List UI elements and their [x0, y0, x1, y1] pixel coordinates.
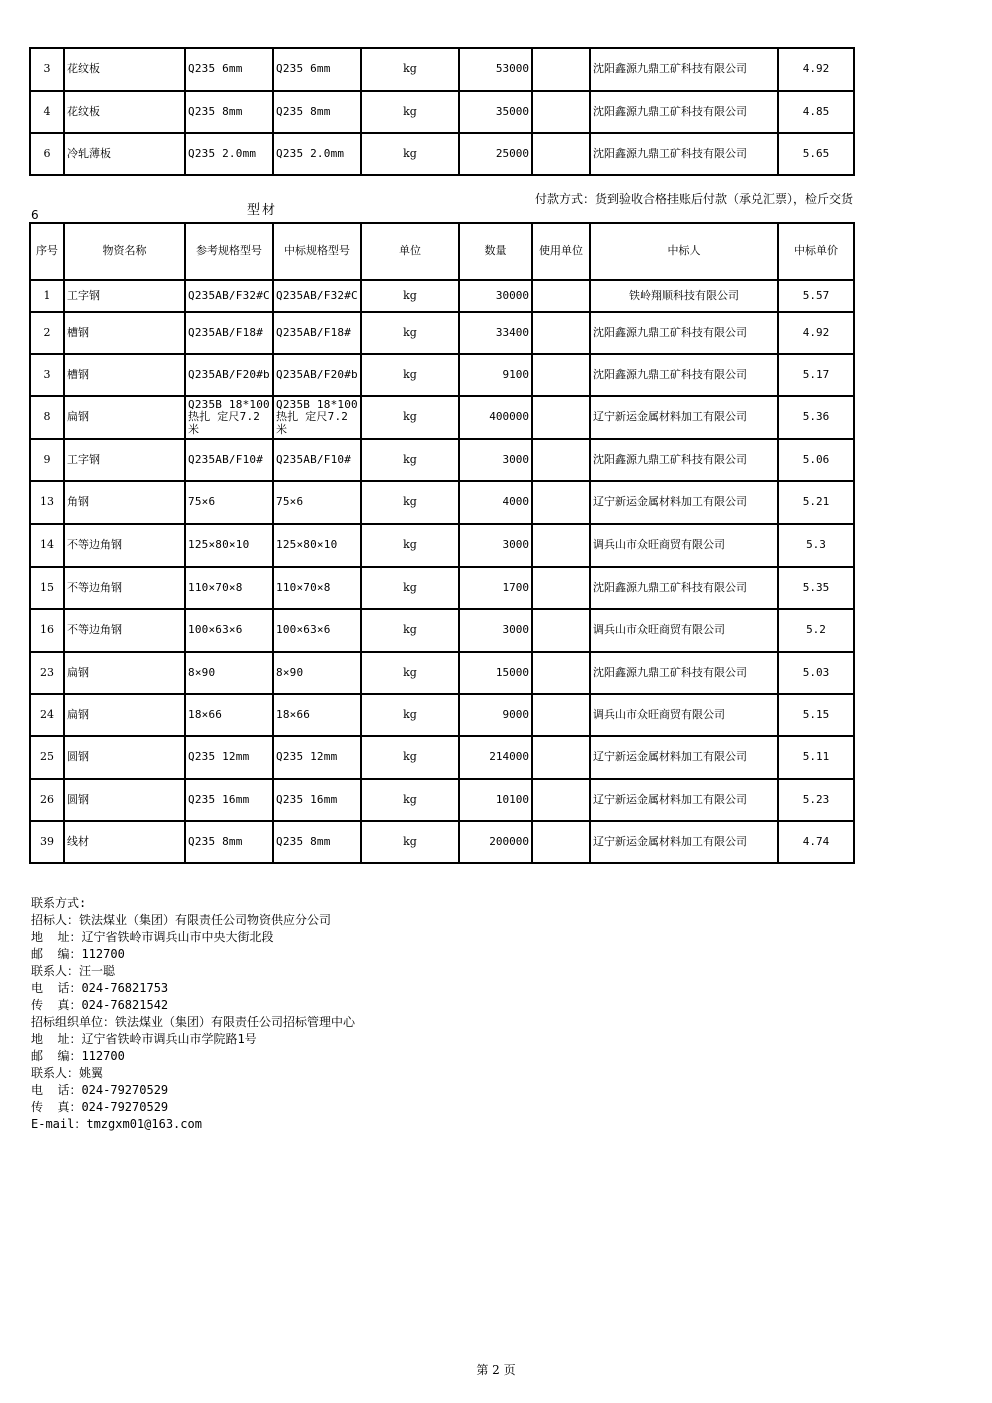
contact-line: 联系人：姚翼 — [31, 1066, 104, 1080]
cell-price: 5.06 — [778, 439, 854, 481]
table-row — [30, 91, 854, 133]
cell-winner: 辽宁新运金属材料加工有限公司 — [590, 821, 778, 863]
table-row — [30, 396, 854, 439]
cell-price: 5.17 — [778, 354, 854, 396]
cell-name: 圆钢 — [64, 779, 185, 821]
cell-win-spec: Q235AB/F20#b — [273, 354, 361, 396]
cell-no: 24 — [30, 694, 64, 736]
top-material-table — [29, 47, 855, 176]
contact-line: 邮 编：112700 — [31, 1049, 125, 1063]
table-row — [30, 524, 854, 567]
cell-name: 不等边角钢 — [64, 567, 185, 609]
cell-unit: kg — [361, 694, 459, 736]
cell-winner: 调兵山市众旺商贸有限公司 — [590, 609, 778, 652]
cell-winner: 沈阳鑫源九鼎工矿科技有限公司 — [590, 354, 778, 396]
cell-unit: kg — [361, 133, 459, 175]
profile-steel-table — [29, 222, 855, 864]
cell-ref-spec: Q235 16mm — [185, 779, 273, 821]
cell-unit: kg — [361, 91, 459, 133]
cell-name: 槽钢 — [64, 312, 185, 354]
cell-name: 线材 — [64, 821, 185, 863]
cell-no: 3 — [30, 354, 64, 396]
cell-win-spec: 8×90 — [273, 652, 361, 694]
cell-name: 角钢 — [64, 481, 185, 524]
cell-qty: 9000 — [459, 694, 532, 736]
cell-qty: 1700 — [459, 567, 532, 609]
cell-qty: 25000 — [459, 133, 532, 175]
cell-no: 23 — [30, 652, 64, 694]
cell-no: 2 — [30, 312, 64, 354]
header-user: 使用单位 — [532, 223, 590, 280]
cell-user — [532, 481, 590, 524]
cell-win-spec: Q235 6mm — [273, 48, 361, 91]
cell-winner: 辽宁新运金属材料加工有限公司 — [590, 736, 778, 779]
cell-unit: kg — [361, 354, 459, 396]
header-ref-spec: 参考规格型号 — [185, 223, 273, 280]
cell-ref-spec: 110×70×8 — [185, 567, 273, 609]
contact-line: E-mail：tmzgxm01@163.com — [31, 1117, 202, 1131]
table-header-row — [30, 223, 854, 280]
cell-no: 15 — [30, 567, 64, 609]
cell-qty: 15000 — [459, 652, 532, 694]
cell-winner: 沈阳鑫源九鼎工矿科技有限公司 — [590, 48, 778, 91]
cell-winner: 沈阳鑫源九鼎工矿科技有限公司 — [590, 652, 778, 694]
cell-no: 16 — [30, 609, 64, 652]
header-qty: 数量 — [459, 223, 532, 280]
cell-ref-spec: 8×90 — [185, 652, 273, 694]
cell-win-spec: Q235 2.0mm — [273, 133, 361, 175]
cell-ref-spec: Q235 12mm — [185, 736, 273, 779]
cell-user — [532, 354, 590, 396]
cell-qty: 400000 — [459, 396, 532, 439]
cell-qty: 3000 — [459, 524, 532, 567]
cell-unit: kg — [361, 280, 459, 312]
table-row — [30, 133, 854, 175]
cell-winner: 辽宁新运金属材料加工有限公司 — [590, 779, 778, 821]
cell-qty: 9100 — [459, 354, 532, 396]
table-row — [30, 48, 854, 91]
cell-no: 26 — [30, 779, 64, 821]
cell-name: 扁钢 — [64, 652, 185, 694]
cell-user — [532, 524, 590, 567]
cell-unit: kg — [361, 567, 459, 609]
cell-win-spec: 18×66 — [273, 694, 361, 736]
cell-unit: kg — [361, 481, 459, 524]
cell-price: 4.74 — [778, 821, 854, 863]
cell-no: 3 — [30, 48, 64, 91]
cell-no: 8 — [30, 396, 64, 439]
cell-win-spec: 110×70×8 — [273, 567, 361, 609]
cell-no: 6 — [30, 133, 64, 175]
cell-name: 不等边角钢 — [64, 609, 185, 652]
cell-unit: kg — [361, 48, 459, 91]
cell-name: 扁钢 — [64, 396, 185, 439]
cell-ref-spec: 18×66 — [185, 694, 273, 736]
contact-line: 电 话：024-79270529 — [31, 1083, 169, 1097]
header-no: 序号 — [30, 223, 64, 280]
cell-price: 5.35 — [778, 567, 854, 609]
cell-user — [532, 91, 590, 133]
cell-ref-spec: Q235B 18*100 热扎 定尺7.2米 — [185, 396, 273, 439]
contact-line: 地 址：辽宁省铁岭市调兵山市中央大街北段 — [31, 930, 274, 944]
cell-user — [532, 652, 590, 694]
table-row — [30, 481, 854, 524]
cell-user — [532, 396, 590, 439]
cell-user — [532, 312, 590, 354]
cell-user — [532, 439, 590, 481]
cell-win-spec: Q235 8mm — [273, 91, 361, 133]
contact-line: 联系人：汪一聪 — [31, 964, 116, 978]
cell-user — [532, 821, 590, 863]
cell-price: 5.2 — [778, 609, 854, 652]
table-row — [30, 736, 854, 779]
cell-no: 25 — [30, 736, 64, 779]
cell-name: 花纹板 — [64, 91, 185, 133]
cell-ref-spec: 75×6 — [185, 481, 273, 524]
contact-line: 招标组织单位：铁法煤业（集团）有限责任公司招标管理中心 — [31, 1015, 356, 1029]
cell-user — [532, 280, 590, 312]
cell-winner: 沈阳鑫源九鼎工矿科技有限公司 — [590, 133, 778, 175]
cell-winner: 沈阳鑫源九鼎工矿科技有限公司 — [590, 567, 778, 609]
cell-unit: kg — [361, 439, 459, 481]
cell-unit: kg — [361, 779, 459, 821]
cell-ref-spec: 100×63×6 — [185, 609, 273, 652]
cell-qty: 53000 — [459, 48, 532, 91]
section-title: 型材 — [247, 203, 278, 218]
table-row — [30, 821, 854, 863]
cell-price: 5.23 — [778, 779, 854, 821]
cell-winner: 调兵山市众旺商贸有限公司 — [590, 524, 778, 567]
header-unit: 单位 — [361, 223, 459, 280]
cell-winner: 沈阳鑫源九鼎工矿科技有限公司 — [590, 91, 778, 133]
payment-note: 付款方式：货到验收合格挂账后付款（承兑汇票），检斤交货 — [535, 192, 854, 206]
cell-ref-spec: Q235 6mm — [185, 48, 273, 91]
table-row — [30, 609, 854, 652]
cell-no: 9 — [30, 439, 64, 481]
cell-ref-spec: Q235AB/F32#C — [185, 280, 273, 312]
cell-unit: kg — [361, 821, 459, 863]
table-row — [30, 779, 854, 821]
cell-price: 5.36 — [778, 396, 854, 439]
cell-price: 5.21 — [778, 481, 854, 524]
cell-winner: 辽宁新运金属材料加工有限公司 — [590, 481, 778, 524]
cell-user — [532, 567, 590, 609]
table-row — [30, 694, 854, 736]
cell-name: 冷轧薄板 — [64, 133, 185, 175]
cell-winner: 调兵山市众旺商贸有限公司 — [590, 694, 778, 736]
cell-win-spec: Q235 12mm — [273, 736, 361, 779]
cell-price: 4.85 — [778, 91, 854, 133]
contact-line: 招标人：铁法煤业（集团）有限责任公司物资供应分公司 — [31, 913, 332, 927]
cell-no: 13 — [30, 481, 64, 524]
cell-qty: 35000 — [459, 91, 532, 133]
cell-unit: kg — [361, 652, 459, 694]
cell-ref-spec: Q235AB/F18# — [185, 312, 273, 354]
cell-winner: 沈阳鑫源九鼎工矿科技有限公司 — [590, 439, 778, 481]
cell-price: 5.57 — [778, 280, 854, 312]
cell-user — [532, 694, 590, 736]
cell-price: 4.92 — [778, 48, 854, 91]
cell-ref-spec: Q235 8mm — [185, 821, 273, 863]
cell-win-spec: 75×6 — [273, 481, 361, 524]
cell-winner: 沈阳鑫源九鼎工矿科技有限公司 — [590, 312, 778, 354]
section-number: 6 — [31, 208, 39, 222]
cell-user — [532, 133, 590, 175]
table-row — [30, 567, 854, 609]
cell-no: 14 — [30, 524, 64, 567]
cell-ref-spec: Q235 2.0mm — [185, 133, 273, 175]
contact-line: 地 址：辽宁省铁岭市调兵山市学院路1号 — [31, 1032, 257, 1046]
cell-qty: 33400 — [459, 312, 532, 354]
cell-unit: kg — [361, 736, 459, 779]
contact-line: 电 话：024-76821753 — [31, 981, 169, 995]
cell-user — [532, 779, 590, 821]
cell-win-spec: Q235AB/F32#C — [273, 280, 361, 312]
cell-price: 5.11 — [778, 736, 854, 779]
cell-win-spec: Q235 8mm — [273, 821, 361, 863]
cell-qty: 10100 — [459, 779, 532, 821]
header-win-spec: 中标规格型号 — [273, 223, 361, 280]
table-row — [30, 652, 854, 694]
cell-name: 花纹板 — [64, 48, 185, 91]
cell-user — [532, 736, 590, 779]
cell-win-spec: Q235AB/F10# — [273, 439, 361, 481]
cell-win-spec: Q235AB/F18# — [273, 312, 361, 354]
cell-name: 槽钢 — [64, 354, 185, 396]
cell-ref-spec: 125×80×10 — [185, 524, 273, 567]
cell-win-spec: 125×80×10 — [273, 524, 361, 567]
cell-qty: 200000 — [459, 821, 532, 863]
table-row — [30, 354, 854, 396]
header-price: 中标单价 — [778, 223, 854, 280]
cell-unit: kg — [361, 609, 459, 652]
table-row — [30, 312, 854, 354]
cell-name: 工字钢 — [64, 439, 185, 481]
cell-price: 5.3 — [778, 524, 854, 567]
header-name: 物资名称 — [64, 223, 185, 280]
cell-name: 不等边角钢 — [64, 524, 185, 567]
cell-qty: 3000 — [459, 609, 532, 652]
cell-price: 5.15 — [778, 694, 854, 736]
cell-qty: 214000 — [459, 736, 532, 779]
contact-line: 传 真：024-76821542 — [31, 998, 169, 1012]
cell-user — [532, 48, 590, 91]
cell-winner: 铁岭翔顺科技有限公司 — [590, 280, 778, 312]
cell-name: 工字钢 — [64, 280, 185, 312]
contact-block — [31, 895, 355, 1133]
cell-no: 4 — [30, 91, 64, 133]
cell-win-spec: Q235B 18*100 热扎 定尺7.2米 — [273, 396, 361, 439]
cell-ref-spec: Q235AB/F10# — [185, 439, 273, 481]
cell-unit: kg — [361, 396, 459, 439]
cell-no: 39 — [30, 821, 64, 863]
cell-unit: kg — [361, 312, 459, 354]
table-row — [30, 439, 854, 481]
cell-price: 5.03 — [778, 652, 854, 694]
table-row — [30, 280, 854, 312]
cell-qty: 4000 — [459, 481, 532, 524]
cell-win-spec: 100×63×6 — [273, 609, 361, 652]
cell-name: 扁钢 — [64, 694, 185, 736]
cell-name: 圆钢 — [64, 736, 185, 779]
page-number: 第 2 页 — [476, 1363, 516, 1377]
cell-qty: 30000 — [459, 280, 532, 312]
cell-no: 1 — [30, 280, 64, 312]
cell-qty: 3000 — [459, 439, 532, 481]
cell-winner: 辽宁新运金属材料加工有限公司 — [590, 396, 778, 439]
cell-win-spec: Q235 16mm — [273, 779, 361, 821]
cell-ref-spec: Q235AB/F20#b — [185, 354, 273, 396]
cell-user — [532, 609, 590, 652]
cell-price: 4.92 — [778, 312, 854, 354]
contact-line: 邮 编：112700 — [31, 947, 125, 961]
cell-price: 5.65 — [778, 133, 854, 175]
contact-line: 传 真：024-79270529 — [31, 1100, 169, 1114]
cell-ref-spec: Q235 8mm — [185, 91, 273, 133]
cell-unit: kg — [361, 524, 459, 567]
header-winner: 中标人 — [590, 223, 778, 280]
contact-line: 联系方式: — [31, 896, 87, 910]
